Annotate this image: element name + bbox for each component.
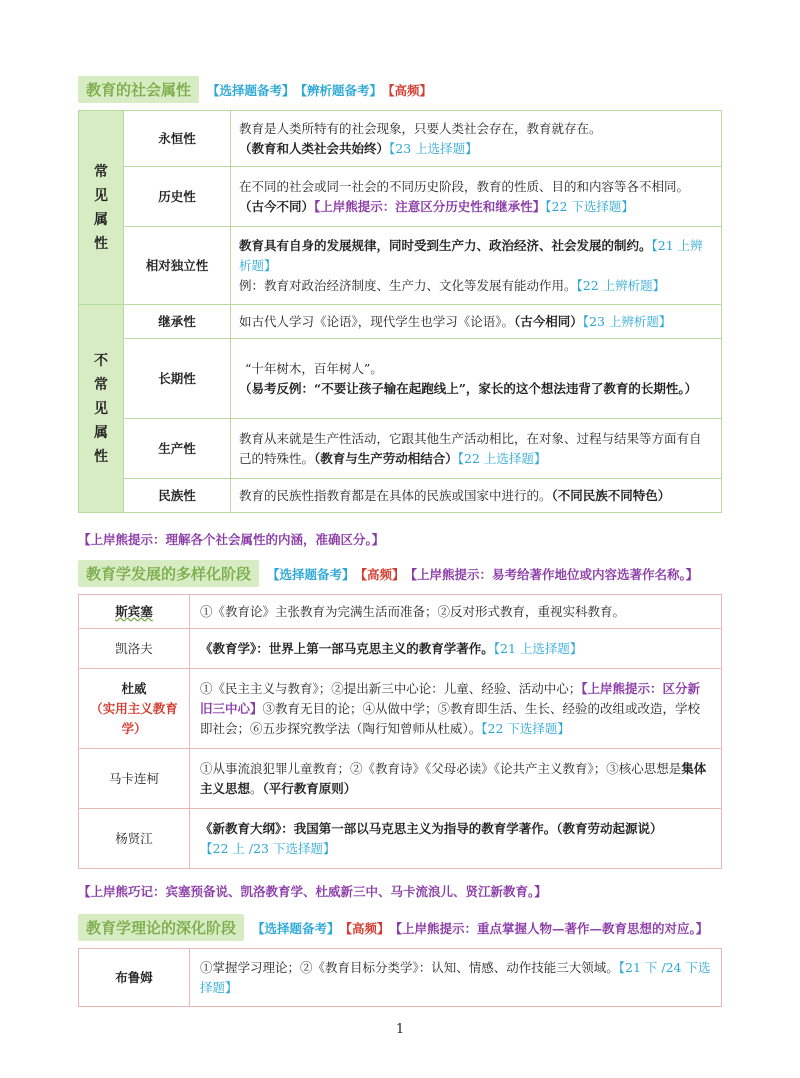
tag-tip: 【上岸熊提示：重点掌握人物—著作—教育思想的对应。】	[389, 920, 709, 936]
table-row	[79, 949, 722, 1007]
attribute-name: 民族性	[124, 479, 231, 513]
educator-desc: 《新教育大纲》：我国第一部以马克思主义为指导的教育学著作。（教育劳动起源说） 【22 上 /23 下选择题】	[190, 809, 722, 869]
attribute-name: 长期性	[124, 339, 231, 419]
tag-high-frequency: 【高频】	[382, 82, 433, 98]
section-heading-social-attributes	[78, 76, 432, 103]
table-row	[79, 167, 722, 227]
educator-name: 杜威 （实用主义教育学）	[79, 669, 190, 749]
section-heading-diversification	[78, 560, 698, 587]
attribute-desc: 教育从来就是生产性活动，它跟其他生产活动相比，在对象、过程与结果等方面有自己的特殊性。（教育与生产劳动相结合）【22 上选择题】	[231, 419, 722, 479]
table-row	[79, 479, 722, 513]
theory-table	[78, 948, 722, 1007]
page-number: 1	[395, 1022, 405, 1037]
attribute-desc: “十年树木，百年树人”。 （易考反例：“不要让孩子输在起跑线上”，家长的这个想法违背了教育的长期性。）	[231, 339, 722, 419]
attribute-name: 历史性	[124, 167, 231, 227]
tag-tip: 【上岸熊提示：易考给著作地位或内容选著作名称。】	[404, 566, 699, 582]
educator-desc: 《教育学》：世界上第一部马克思主义的教育学著作。【21 上选择题】	[190, 629, 722, 669]
tag-choice: 【选择题备考】	[267, 566, 355, 582]
tag-choice: 【选择题备考】	[207, 82, 295, 98]
table-row	[79, 669, 722, 749]
educator-desc: ①从事流浪犯罪儿童教育；②《教育诗》《父母必读》《论共产主义教育》；③核心思想是集体主义思想。（平行教育原则）	[190, 749, 722, 809]
mnemonic-note: 【上岸熊巧记：宾塞预备说、凯洛教育学、杜威新三中、马卡流浪儿、贤江新教育。】	[78, 884, 547, 899]
tag-analysis: 【辨析题备考】	[294, 82, 383, 98]
table-row	[79, 419, 722, 479]
educator-desc: ①《民主主义与教育》；②提出新三中心论：儿童、经验、活动中心；【上岸熊提示：区分新旧三中心】③教育无目的论；④从做中学；⑤教育即生活、生长、经验的改组或改造，学校即社会；⑥五步探究教学法（陶行知曾师从杜威）。【22 下选择题】	[190, 669, 722, 749]
attribute-name: 生产性	[124, 419, 231, 479]
table-row	[79, 339, 722, 419]
educators-table	[78, 594, 722, 869]
educator-name: 马卡连柯	[79, 749, 190, 809]
table-row	[79, 227, 722, 305]
table-row	[79, 629, 722, 669]
tip-note: 【上岸熊提示：理解各个社会属性的内涵，准确区分。】	[78, 532, 385, 547]
attribute-desc: 教育是人类所特有的社会现象，只要人类社会存在，教育就存在。 （教育和人类社会共始终）【23 上选择题】	[231, 111, 722, 167]
section-title: 教育的社会属性	[78, 76, 199, 103]
attribute-desc: 教育具有自身的发展规律，同时受到生产力、政治经济、社会发展的制约。【21 上辨析题】 例：教育对政治经济制度、生产力、文化等发展有能动作用。【22 上辨析题】	[231, 227, 722, 305]
attribute-desc: 教育的民族性指教育都是在具体的民族或国家中进行的。（不同民族不同特色）	[231, 479, 722, 513]
table-row	[79, 595, 722, 629]
educator-desc: ①《教育论》主张教育为完满生活而准备；②反对形式教育，重视实科教育。	[190, 595, 722, 629]
attribute-desc: 如古代人学习《论语》，现代学生也学习《论语》。（古今相同）【23 上辨析题】	[231, 305, 722, 339]
category-uncommon: 不 常 见 属 性	[79, 305, 124, 513]
tag-high-frequency: 【高频】	[354, 566, 405, 582]
table-row	[79, 305, 722, 339]
attribute-name: 相对独立性	[124, 227, 231, 305]
educator-desc: ①掌握学习理论；②《教育目标分类学》：认知、情感、动作技能三大领域。【21 下 /24 下选择题】	[190, 949, 722, 1007]
table-row	[79, 111, 722, 167]
tag-choice: 【选择题备考】	[252, 920, 340, 936]
section-title: 教育学发展的多样化阶段	[78, 560, 259, 587]
social-attributes-table	[78, 110, 722, 513]
attribute-desc: 在不同的社会或同一社会的不同历史阶段，教育的性质、目的和内容等各不相同。 （古今不同）【上岸熊提示：注意区分历史性和继承性】【22 下选择题】	[231, 167, 722, 227]
educator-name: 凯洛夫	[79, 629, 190, 669]
educator-name: 斯宾塞	[79, 595, 190, 629]
educator-name: 布鲁姆	[79, 949, 190, 1007]
tag-high-frequency: 【高频】	[339, 920, 390, 936]
table-row	[79, 809, 722, 869]
section-heading-deepening	[78, 914, 708, 941]
educator-name: 杨贤江	[79, 809, 190, 869]
attribute-name: 永恒性	[124, 111, 231, 167]
category-common: 常 见 属 性	[79, 111, 124, 305]
attribute-name: 继承性	[124, 305, 231, 339]
table-row	[79, 749, 722, 809]
section-title: 教育学理论的深化阶段	[78, 914, 244, 941]
